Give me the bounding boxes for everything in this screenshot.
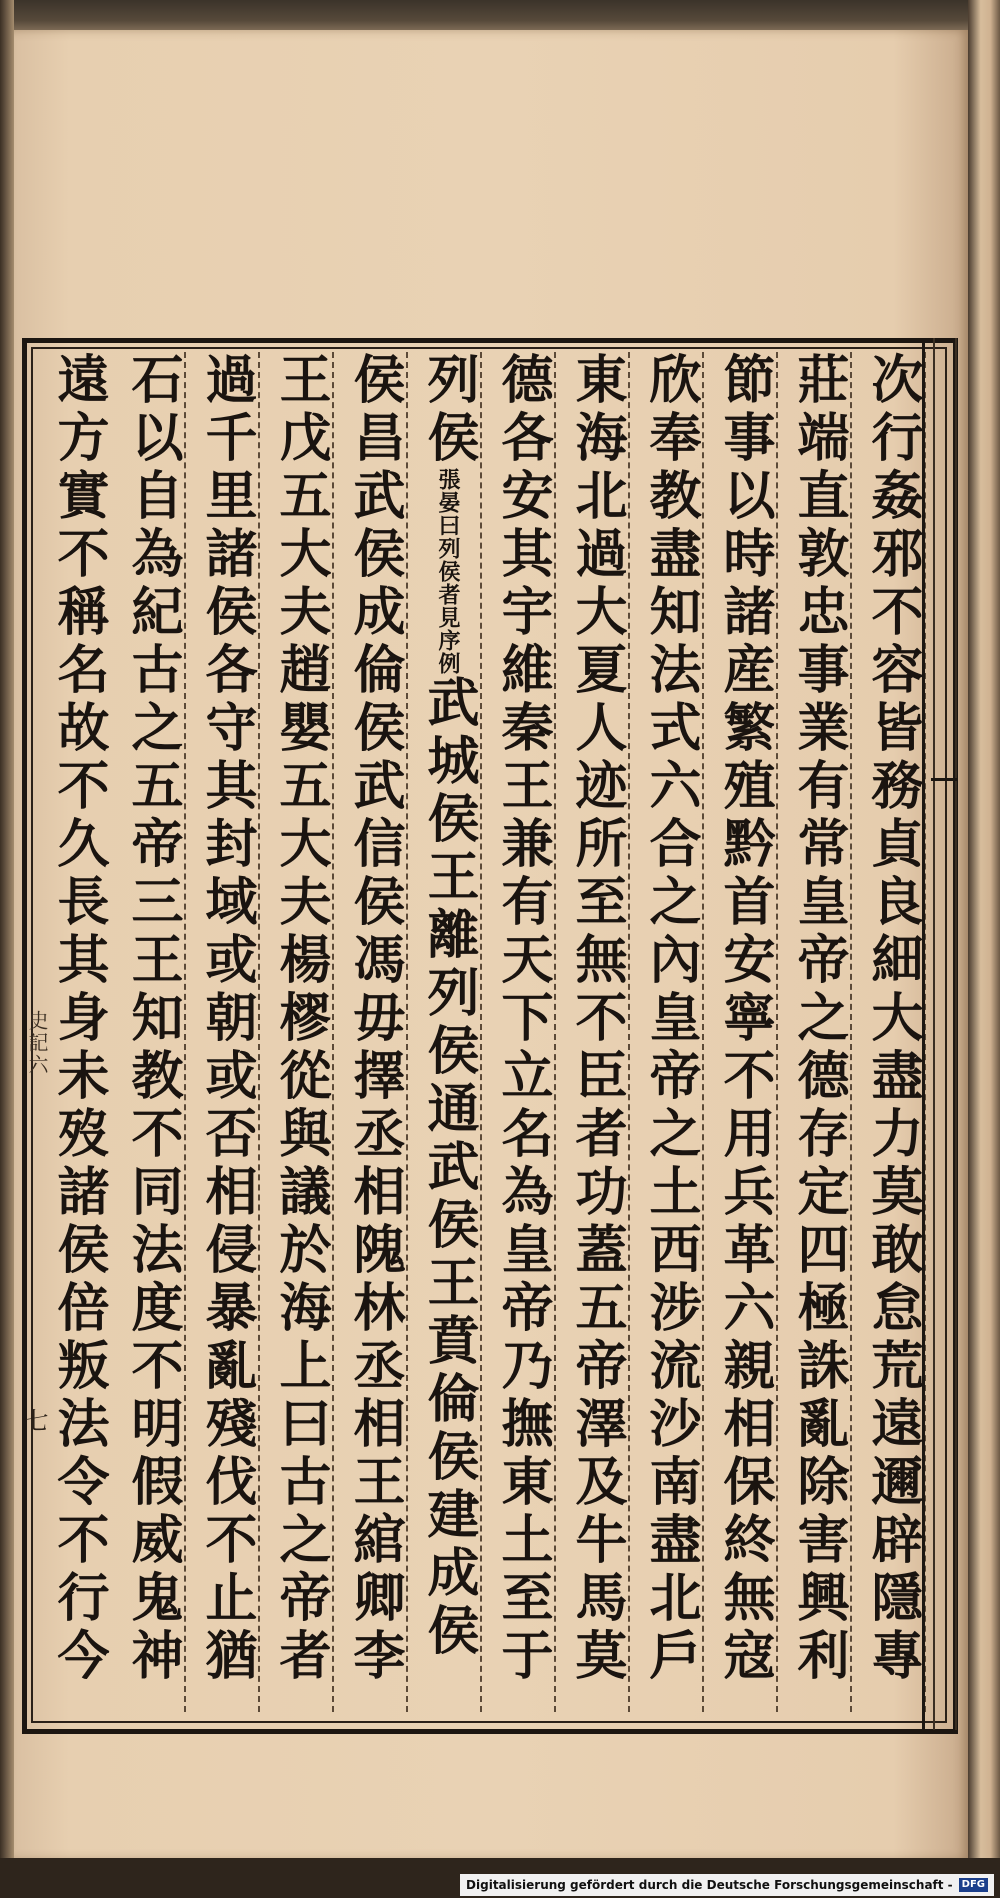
left-page-edge	[0, 0, 14, 1898]
text-column-9: 王戊五大夫趙嬰五大夫楊樛從與議於海上曰古之帝者	[268, 352, 334, 1712]
fold-fishtail-mark	[931, 778, 957, 801]
margin-title-label: 史記六	[25, 1010, 49, 1076]
text-column-11: 石以自為紀古之五帝三王知教不同法度不明假威鬼神	[120, 352, 186, 1712]
text-frame	[22, 338, 952, 1730]
digitization-credit	[460, 1874, 994, 1896]
text-column-4: 欣奉教盡知法式六合之內皇帝之土西涉流沙南盡北戶	[638, 352, 704, 1712]
column-7-main-start: 列侯	[418, 352, 479, 468]
credit-text: Digitalisierung gefördert durch die Deutsche Forschungsgemeinschaft -	[466, 1878, 953, 1892]
text-column-3: 節事以時諸産繁殖黔首安寧不用兵革六親相保終無寇	[712, 352, 778, 1712]
commentary-note-text: 張晏曰列侯者見序例	[435, 468, 461, 675]
column-7-main-end: 武城侯王離列侯通武侯王賁倫侯建成侯	[418, 675, 479, 1661]
page-number: 七	[20, 1408, 48, 1432]
text-column-10: 過千里諸侯各守其封域或朝或否相侵暴亂殘伐不止猶	[194, 352, 260, 1712]
text-column-7	[416, 352, 482, 1712]
facing-page-edge	[968, 0, 1000, 1898]
fold-column	[922, 338, 965, 1730]
text-column-6: 德各安其宇維秦王兼有天下立名為皇帝乃撫東土至于	[490, 352, 556, 1712]
text-column-2: 莊端直敦忠事業有常皇帝之德存定四極誅亂除害興利	[786, 352, 852, 1712]
commentary-note	[416, 468, 480, 675]
text-column-5: 東海北過大夏人迹所至無不臣者功蓋五帝澤及牛馬莫	[564, 352, 630, 1712]
top-page-edge	[0, 0, 1000, 34]
text-column-12: 遠方實不稱名故不久長其身未歿諸侯倍叛法令不行今	[48, 352, 109, 1686]
dfg-logo-icon: DFG	[959, 1878, 988, 1892]
text-column-1: 次行姦邪不容皆務貞良細大盡力莫敢怠荒遠邇辟隱專	[860, 352, 926, 1712]
text-column-8: 侯昌武侯成倫侯武信侯馮毋擇丞相隗林丞相王綰卿李	[342, 352, 408, 1712]
fold-lines	[933, 338, 957, 1730]
